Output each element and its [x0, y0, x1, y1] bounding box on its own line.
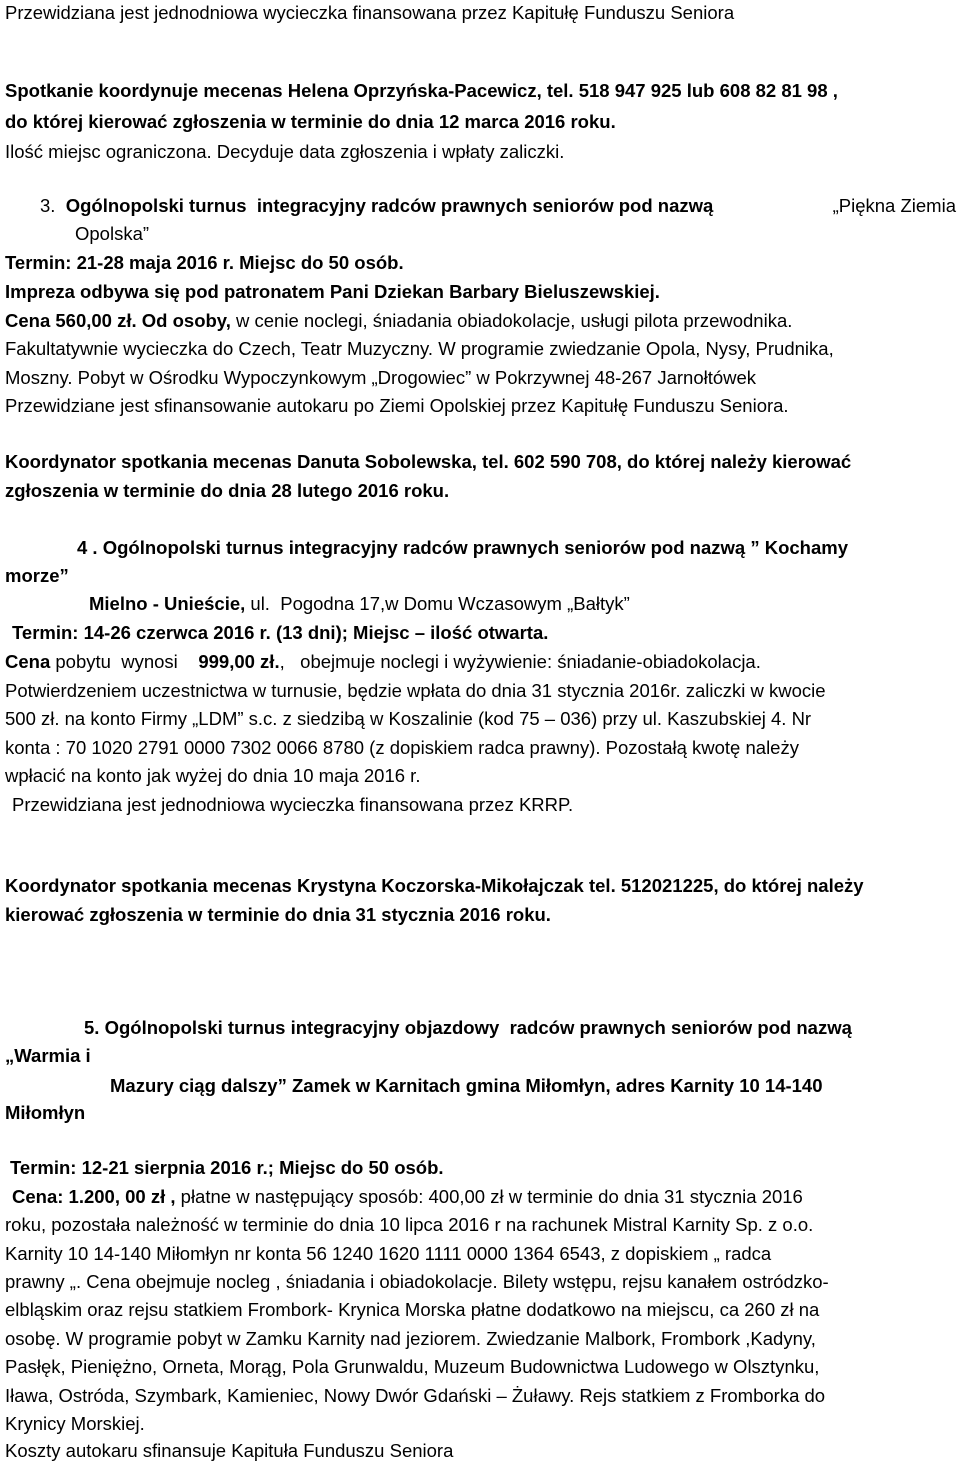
sec2-limit-line: Ilość miejsc ograniczona. Decyduje data zgłoszenia i wpłaty zaliczki. — [5, 141, 565, 162]
sec4-price-line — [5, 650, 761, 674]
header-line: Przewidziana jest jednodniowa wycieczka finansowana przez Kapitułę Funduszu Seniora — [5, 2, 735, 23]
sec4-place: Mielno - Unieście, — [89, 593, 246, 614]
sec3-heading-name: „Piękna Ziemia — [832, 195, 956, 216]
sec2-coordinator-line-1: Spotkanie koordynuje mecenas Helena Oprzyńska-Pacewicz, tel. 518 947 925 lub 608 82 81 98 , — [5, 80, 838, 101]
sec3-optional-trip: Fakultatywnie wycieczka do Czech, Teatr Muzyczny. W programie zwiedzanie Opola, Nysy, Prudnika, — [5, 338, 834, 359]
sec3-price-line — [5, 309, 792, 333]
sec5-line-2: roku, pozostała należność w terminie do dnia 10 lipca 2016 r na rachunek Mistral Karnity Sp. z o.o. — [5, 1214, 814, 1235]
sec5-line-6: osobę. W programie pobyt w Zamku Karnity nad jeziorem. Zwiedzanie Malbork, Frombork ,Kadyny, — [5, 1328, 816, 1349]
sec3-price-details: w cenie noclegi, śniadania obiadokolacje, usługi pilota przewodnika. — [236, 310, 793, 331]
sec5-line-7: Pasłęk, Pieniężno, Orneta, Morąg, Pola Grunwaldu, Muzeum Budownictwa Ludowego w Olsztynku, — [5, 1356, 820, 1377]
sec4-number: 4 . — [77, 537, 98, 558]
sec5-termin: Termin: 12-21 sierpnia 2016 r.; Miejsc do 50 osób. — [10, 1157, 444, 1178]
sec4-place-address: ul. Pogodna 17,w Domu Wczasowym „Bałtyk” — [245, 593, 630, 614]
sec5-number: 5. — [84, 1017, 100, 1038]
sec4-price-details: , obejmuje noclegi i wyżywienie: śniadanie-obiadokolacja. — [279, 651, 761, 672]
sec4-price-label: Cena — [5, 651, 51, 672]
sec4-price-value: 999,00 zł. — [198, 651, 280, 672]
sec3-price: Cena 560,00 zł. — [5, 310, 137, 331]
sec3-stay-location: Moszny. Pobyt w Ośrodku Wypoczynkowym „Drogowiec” w Pokrzywnej 48-267 Jarnołtówek — [5, 367, 757, 388]
sec5-line-3: Karnity 10 14-140 Miłomłyn nr konta 56 1240 1620 1111 0000 1364 6543, z dopiskiem „ radca — [5, 1243, 772, 1264]
sec3-patronat: Impreza odbywa się pod patronatem Pani Dziekan Barbary Bieluszewskiej. — [5, 281, 660, 302]
sec4-heading — [77, 536, 956, 560]
sec3-heading-name-end: Opolska” — [75, 223, 150, 244]
sec4-price-text: pobytu wynosi — [50, 651, 199, 672]
sec5-heading-title: Ogólnopolski turnus integracyjny objazdowy radców prawnych seniorów pod nazwą — [104, 1017, 852, 1038]
sec4-heading-title: Ogólnopolski turnus integracyjny radców prawnych seniorów pod nazwą ” Kochamy — [102, 537, 848, 558]
sec3-coordinator-line-1: Koordynator spotkania mecenas Danuta Sobolewska, tel. 602 590 708, do której należy kierować — [5, 451, 852, 472]
sec4-coordinator-line-1: Koordynator spotkania mecenas Krystyna Koczorska-Mikołajczak tel. 512021225, do której należy — [5, 875, 864, 896]
sec4-place-line — [89, 592, 630, 616]
sec4-confirmation: Potwierdzeniem uczestnictwa w turnusie, będzie wpłata do dnia 31 stycznia 2016r. zaliczki w kwocie — [5, 680, 826, 701]
sec5-name-middle: Mazury ciąg dalszy” Zamek w Karnitach gmina Miłomłyn, adres Karnity 10 14-140 — [110, 1075, 823, 1096]
sec4-trip-line: Przewidziana jest jednodniowa wycieczka finansowana przez KRRP. — [12, 794, 574, 815]
sec5-line-5: elbląskim oraz rejsu statkiem Frombork- Krynica Morska płatne dodatkowo na miejscu, ca 260 zł na — [5, 1299, 820, 1320]
sec5-heading — [84, 1016, 852, 1040]
sec4-account-line-3: wpłacić na konto jak wyżej do dnia 10 maja 2016 r. — [5, 765, 421, 786]
sec5-price-details: płatne w następujący sposób: 400,00 zł w terminie do dnia 31 stycznia 2016 — [175, 1186, 803, 1207]
sec4-account-line-2: konta : 70 1020 2791 0000 7302 0066 8780 (z dopiskiem radca prawny). Pozostałą kwotę należy — [5, 737, 799, 758]
sec5-price: Cena: 1.200, 00 zł , — [12, 1186, 176, 1207]
sec2-coordinator-line-2: do której kierować zgłoszenia w terminie do dnia 12 marca 2016 roku. — [5, 111, 616, 132]
sec4-termin: Termin: 14-26 czerwca 2016 r. (13 dni); Miejsc – ilość otwarta. — [12, 622, 549, 643]
sec4-coordinator-line-2: kierować zgłoszenia w terminie do dnia 31 stycznia 2016 roku. — [5, 904, 551, 925]
sec3-coordinator-line-2: zgłoszenia w terminie do dnia 28 lutego 2016 roku. — [5, 480, 450, 501]
sec3-per-person: Od osoby, — [141, 310, 231, 331]
sec3-termin: Termin: 21-28 maja 2016 r. Miejsc do 50 osób. — [5, 252, 404, 273]
sec5-name-end: Miłomłyn — [5, 1102, 86, 1123]
sec3-number: 3. — [40, 195, 56, 216]
sec5-line-4: prawny „. Cena obejmuje nocleg , śniadania i obiadokolacje. Bilety wstępu, rejsu kanałem ostródzko- — [5, 1271, 829, 1292]
sec5-line-9: Krynicy Morskiej. — [5, 1413, 145, 1434]
sec5-line-8: Iława, Ostróda, Szymbark, Kamieniec, Nowy Dwór Gdański – Żuławy. Rejs statkiem z Fromborka do — [5, 1385, 826, 1406]
sec4-heading-end: morze” — [5, 565, 69, 586]
sec3-heading — [40, 194, 956, 218]
sec5-bus-costs: Koszty autokaru sfinansuje Kapituła Funduszu Seniora — [5, 1440, 454, 1461]
sec4-account-line-1: 500 zł. na konto Firmy „LDM” s.c. z siedzibą w Koszalinie (kod 75 – 036) przy ul. Kaszubskiej 4. Nr — [5, 708, 812, 729]
sec3-bus-funding: Przewidziane jest sfinansowanie autokaru po Ziemi Opolskiej przez Kapitułę Funduszu Seniora. — [5, 395, 789, 416]
sec5-name-start: „Warmia i — [5, 1045, 91, 1066]
sec3-heading-title: Ogólnopolski turnus integracyjny radców prawnych seniorów pod nazwą — [65, 195, 714, 216]
sec5-price-line — [12, 1185, 803, 1209]
